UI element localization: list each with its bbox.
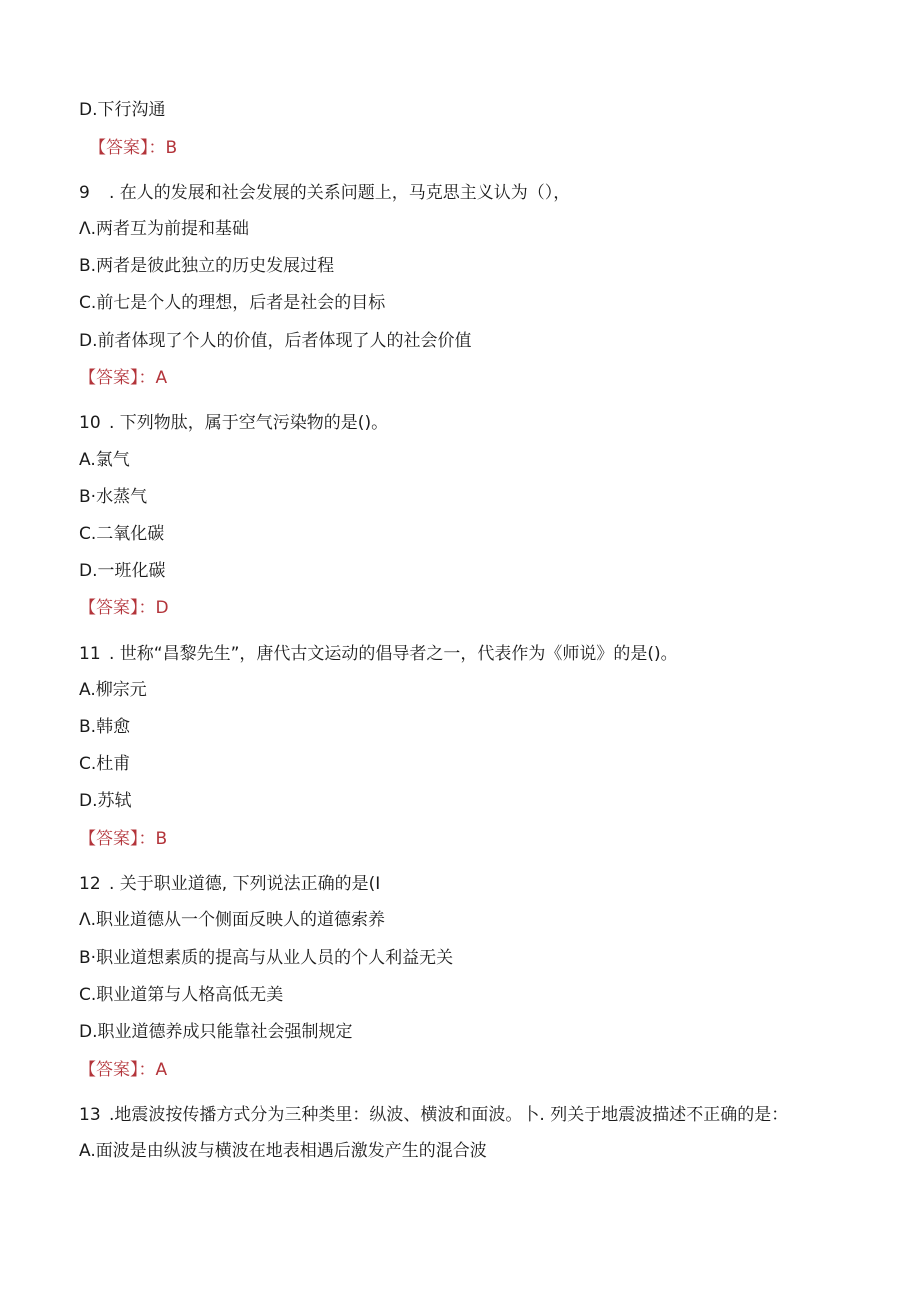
option-line: B.韩愈 [79,717,131,737]
question-line [79,412,388,434]
option-line: C.前七是个人的理想，后者是社会的目标 [79,293,386,313]
option-line: D.一班化碳 [79,561,166,581]
option-line: C.二氧化碳 [79,524,165,544]
option-line: Λ.两者互为前提和基础 [79,219,250,239]
option-line: D.苏轼 [79,791,132,811]
option-line: C.杜甫 [79,754,131,774]
question-line [79,643,678,665]
question-line [79,182,570,204]
question-text: .地震波按传播方式分为三种类里：纵波、横波和面波。卜. 列关于地震波描述不正确的是： [109,1105,789,1125]
question-number: 9 [79,183,90,203]
question-number: 12 [79,874,101,894]
option-line: B.两者是彼此独立的历史发展过程 [79,256,335,276]
question-line [79,873,380,895]
option-line: D.职业道德养成只能靠社会强制规定 [79,1022,353,1042]
option-line: B·水蒸气 [79,487,148,507]
answer-line: 【答案】：A [79,1060,168,1080]
option-line: Λ.职业道德从一个侧面反映人的道德索养 [79,910,386,930]
option-line: B·职业道想素质的提高与从业人员的个人利益无关 [79,948,454,968]
question-number: 11 [79,644,101,664]
question-number: 10 [79,413,101,433]
option-line: A.柳宗元 [79,680,147,700]
answer-line: 【答案】：B [79,829,168,849]
answer-line: 【答案】：A [79,368,168,388]
question-text: . 下列物肽，属于空气污染物的是()。 [109,413,389,433]
answer-line: 【答案】：B [89,138,178,158]
option-line: A.面波是由纵波与横波在地表相遇后激发产生的混合波 [79,1141,487,1161]
option-line: D.下行沟通 [79,100,166,120]
question-text: . 世称“昌黎先生”，唐代古文运动的倡导者之一，代表作为《师说》的是()。 [109,644,678,664]
question-number: 13 [79,1105,101,1125]
question-text: . 在人的发展和社会发展的关系问题上，马克思主义认为（）， [109,183,571,203]
option-line: D.前者体现了个人的价值，后者体现了人的社会价值 [79,331,472,351]
answer-line: 【答案】：D [79,598,169,618]
option-line: C.职业道第与人格高低无美 [79,985,284,1005]
question-line [79,1104,788,1126]
option-line: A.氯气 [79,450,130,470]
question-text: . 关于职业道德, 下列说法正确的是(I [109,874,381,894]
